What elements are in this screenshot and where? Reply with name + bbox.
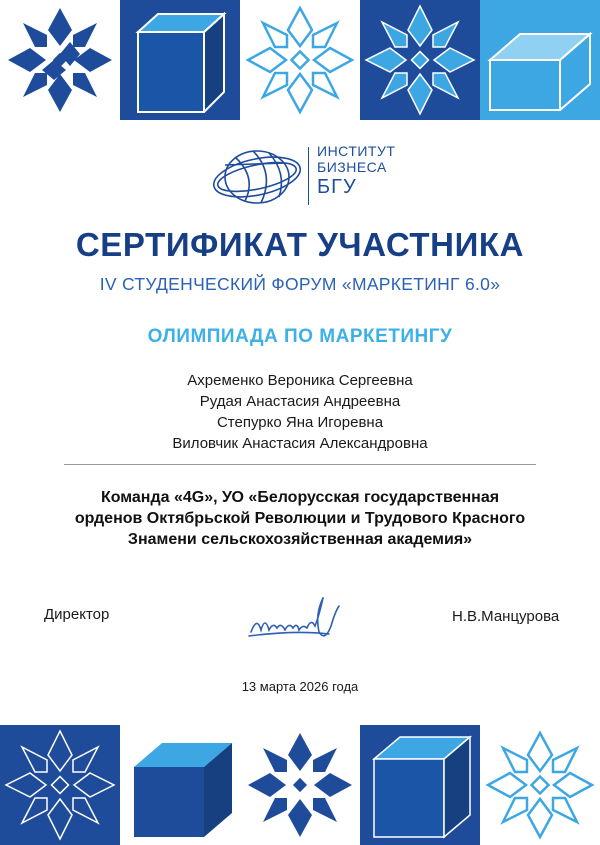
divider-line bbox=[64, 464, 536, 465]
issue-date: 13 марта 2026 года bbox=[241, 679, 359, 694]
cube-tile-navy-2 bbox=[360, 725, 480, 845]
logo-line-3: БГУ bbox=[317, 176, 357, 198]
globe-logo-icon bbox=[205, 143, 305, 209]
director-label: Директор bbox=[44, 606, 110, 623]
star-outline-tile-2 bbox=[480, 725, 600, 845]
event-name: ОЛИМПИАДА ПО МАРКЕТИНГУ bbox=[147, 326, 453, 347]
director-name: Н.В.Манцурова bbox=[452, 608, 560, 625]
star-tile-navy-2 bbox=[240, 725, 360, 845]
cube-tile-navy bbox=[120, 0, 240, 120]
handwritten-signature bbox=[245, 588, 345, 644]
star-outline-tile bbox=[240, 0, 360, 120]
participant-name: Ахременко Вероника Сергеевна bbox=[187, 372, 413, 389]
team-line: орденов Октябрьской Революции и Трудового Красного bbox=[74, 510, 526, 527]
participant-name: Рудая Анастасия Андреевна bbox=[199, 393, 401, 410]
participant-name: Степурко Яна Игоревна bbox=[216, 414, 384, 431]
participant-list bbox=[0, 370, 600, 454]
cube-outline-tile-sky bbox=[480, 0, 600, 120]
logo-divider bbox=[308, 147, 309, 205]
star-tile-sky bbox=[360, 0, 480, 120]
star-tile-navy-bg bbox=[0, 725, 120, 845]
team-description bbox=[30, 487, 570, 550]
cube-tile-white bbox=[120, 725, 240, 845]
star-tile-navy bbox=[0, 0, 120, 120]
team-line: Знамени сельскохозяйственная академия» bbox=[127, 531, 473, 548]
bottom-decor-band bbox=[0, 725, 600, 845]
logo-line-1: ИНСТИТУТ bbox=[317, 143, 396, 159]
certificate-title: СЕРТИФИКАТ УЧАСТНИКА bbox=[75, 226, 525, 263]
top-decor-band bbox=[0, 0, 600, 120]
logo-text bbox=[317, 143, 417, 199]
team-line: Команда «4G», УО «Белорусская государственная bbox=[100, 489, 500, 506]
institute-logo bbox=[205, 143, 405, 209]
participant-name: Виловчик Анастасия Александровна bbox=[172, 435, 428, 452]
forum-subtitle: IV СТУДЕНЧЕСКИЙ ФОРУМ «МАРКЕТИНГ 6.0» bbox=[99, 274, 501, 294]
logo-line-2: БИЗНЕСА bbox=[317, 159, 387, 175]
